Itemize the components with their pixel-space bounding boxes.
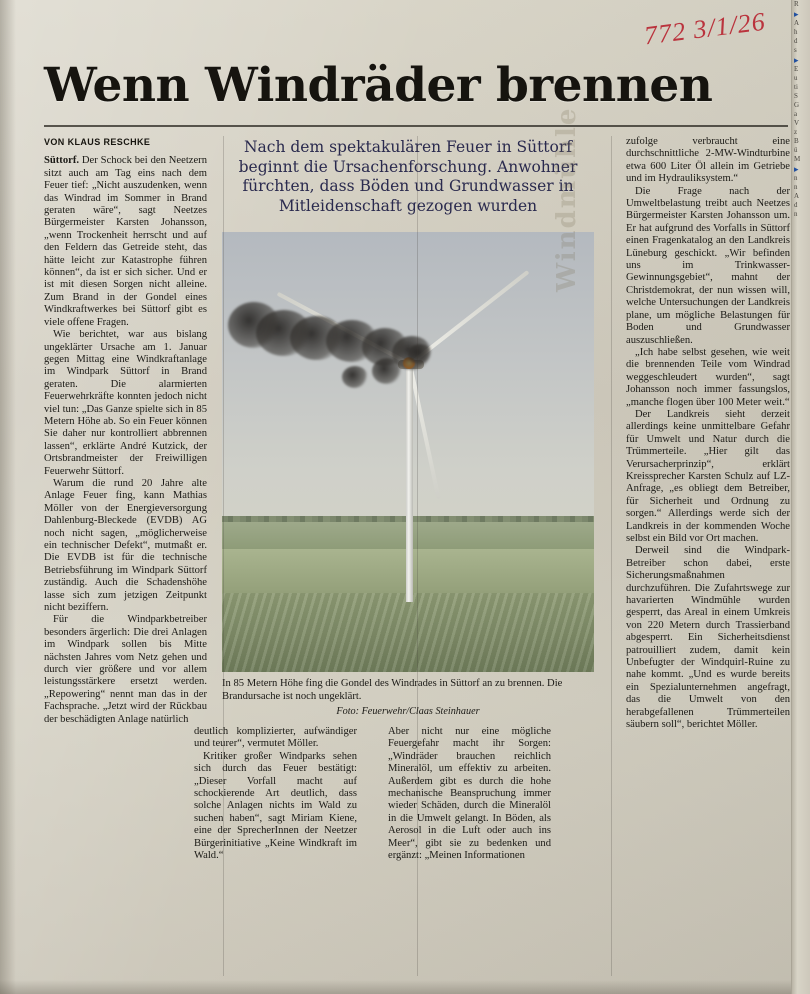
- paragraph: Aber nicht nur eine mögliche Feuergefahr macht ihr Sorgen: „Windräder brauchen reichlich Mineralöl, um effektiv zu arbeiten. Außerdem gibt es durch die hohe mechanische Beanspruchung immer wieder Schäden, durch die Mineralöl in die Umwelt gelangt. In Böden, als Aerosol in die Luft oder auch ins Meer“, gibt sie zu bedenken und ergänzt: „Meinen Informationen: [388, 726, 551, 862]
- standfirst: Nach dem spektakulären Feuer in Süttorf beginnt die Ursachenforschung. Anwohner fürchten, dass Böden und Grundwasser in Mitleidenschaft gezogen wurden: [238, 138, 578, 215]
- sliver-line: d: [794, 37, 798, 45]
- column-1: [44, 136, 207, 726]
- paragraph: Wie berichtet, war aus bislang ungeklärter Ursache am 1. Januar gegen Mittag eine Windkraftanlage im Windpark Süttorf in Brand geraten. Die alarmierten Feuerwehrkräfte konnten jedoch nicht viel tun: „Das Ganze spielte sich in 85 Metern Höhe ab. So ein Feuer können Sie daher nur kontrolliert abbrennen lassen“, erklärte André Kutzick, der Ortsbrandmeister der Freiwilligen Feuerwehr Süttorf.: [44, 329, 207, 477]
- paragraph: Derweil sind die Windpark-Betreiber schon dabei, erste Sicherungsmaßnahmen durchzuführen. Die Zufahrtswege zur havarierten Windmühle wurden gesperrt, das Areal in einem Umkreis von 220 Metern durch Trassierband abgesperrt. Ein Sicherheitsdienst patrouilliert zudem, damit kein Unbefugter der Windquirl-Ruine zu nahe kommt. „Und es wurde bereits ein Spezialunternehmen angefragt, das die Umwelt von den herabgefallenen Trümmerteilen säubern soll“, berichtet Möller.: [626, 545, 790, 731]
- bullet-icon: ▸: [794, 55, 799, 65]
- paragraph: Süttorf. Der Schock bei den Neetzern sitzt auch am Tag eins nach dem Feuer tief: „Nicht auszudenken, wenn das Windrad im Sommer in Brand geraten wäre“, sagt Neetzes Bürgermeister Karsten Johansson, „wenn Trockenheit herrscht und auf den Feldern das Getreide steht, das hätte leicht zur Katastrophe führen können“, da ist er sich sicher. Und er ist mit diesen Sorgen nicht alleine. Zum Brand in der Gondel eines Windkraftwerkes bei Süttorf gibt es viele offene Fragen.: [44, 155, 207, 328]
- sliver-line: ü: [794, 146, 798, 154]
- sliver-line: B: [794, 137, 799, 145]
- sliver-line: E: [794, 65, 799, 73]
- photo-caption: In 85 Metern Höhe fing die Gondel des Windrades in Süttorf an zu brennen. Die Brandursache ist noch ungeklärt.: [222, 678, 563, 702]
- photo-credit: Foto: Feuerwehr/Claas Steinhauer: [336, 706, 480, 717]
- column-2-bottom: [194, 726, 357, 862]
- sliver-line: h: [794, 28, 798, 36]
- facing-page-sliver: [791, 0, 810, 994]
- sliver-line: z: [794, 128, 798, 136]
- divider-top: [44, 125, 788, 127]
- paragraph: zufolge verbraucht eine durchschnittliche 2-MW-Windturbine etwa 600 Liter Öl allein im Getriebe und im Hydrauliksystem.“: [626, 136, 790, 185]
- sliver-line: n: [794, 174, 798, 182]
- sliver-line: d: [794, 201, 798, 209]
- paragraph: Kritiker großer Windparks sehen sich durch das Feuer bestätigt: „Dieser Vorfall macht auf schockierende Art deutlich, dass solche Anlagen nichts im Wald zu suchen haben“, sagt Miriam Kiene, eine der SprecherInnen der Neetzer Bürgerinitiative „Keine Windkraft im Wald.“: [194, 750, 357, 862]
- sliver-line: A: [794, 19, 800, 27]
- page-bottom-shadow: [0, 980, 810, 994]
- bullet-icon: ▸: [794, 164, 799, 174]
- sliver-line: ti: [794, 83, 798, 91]
- bullet-icon: ▸: [794, 9, 799, 19]
- sliver-line: a: [794, 110, 798, 118]
- paragraph: deutlich komplizierter, aufwändiger und teurer“, vermutet Möller.: [194, 726, 357, 750]
- sliver-line: n: [794, 183, 798, 191]
- page-title: Wenn Windräder brennen: [44, 58, 713, 113]
- sliver-line: n: [794, 210, 798, 218]
- paragraph: Die Frage nach der Umweltbelastung treibt auch Neetzes Bürgermeister Karsten Johansson um. Er hat aufgrund des Vorfalls in Süttorf einen Fragenkatalog an den Landkreis Lüneburg geschickt. „Wir befinden uns im Trinkwasser-Gewinnungsgebiet“, mahnt der Christdemokrat, der nun wissen will, welche Untersuchungen der Landkreis plane, um mögliche Belastungen für Boden und Grundwasser auszuschließen.: [626, 185, 790, 346]
- sliver-line: M: [794, 155, 801, 163]
- page-fold-shadow: [0, 0, 16, 994]
- sliver-line: V: [794, 119, 800, 127]
- sliver-line: A: [794, 192, 800, 200]
- byline: VON KLAUS RESCHKE: [44, 137, 151, 147]
- sliver-line: R: [794, 0, 799, 8]
- sliver-line: S: [794, 92, 798, 100]
- sliver-line: s: [794, 46, 797, 54]
- archive-handwritten-mark: 772 3/1/26: [642, 6, 768, 51]
- paragraph: Warum die rund 20 Jahre alte Anlage Feuer fing, kann Mathias Möller von der Energieversorgung Dahlenburg-Bleckede (EVDB) AG noch nicht sagen, „möglicherweise ein technischer Defekt“, mutmaßt er. Die EVDB ist für die technische Betriebsführung im Windpark Süttorf zuständig. Auch die Schadenshöhe lasse sich zum jetzigen Zeitpunkt nicht beziffern.: [44, 477, 207, 614]
- sliver-line: G: [794, 101, 800, 109]
- paragraph: Der Landkreis sieht derzeit allerdings keine unmittelbare Gefahr für Umwelt und Natur durch die Trümmerteile. „Hier gilt das Verursacherprinzip“, erklärt Kreissprecher Karsten Schulz auf LZ-Anfrage, „es obliegt dem Betreiber, für Sicherheit und Ordnung zu sorgen.“ Allerdings werde sich der Landkreis in der kommenden Woche selbst ein Bild vor Ort machen.: [626, 408, 790, 544]
- sliver-line: u: [794, 74, 798, 82]
- ghost-bleed-text: Windmühle: [552, 106, 582, 292]
- column-4: [626, 136, 790, 732]
- column-rule: [611, 136, 612, 976]
- paragraph: Für die Windparkbetreiber besonders ärgerlich: Die drei Anlagen im Windpark sollen bis Mitte nächsten Jahres vom Netz gehen und durch vier größere und vor allem leistungsstärkere ersetzt werden. „Repowering“ nennt man das in der Fachsprache. „Jetzt wird der Rückbau der beschädigten Anlage natürlich: [44, 614, 207, 725]
- column-3-bottom: [388, 726, 551, 862]
- paragraph: „Ich habe selbst gesehen, wie weit die brennenden Teile vom Windrad weggeschleudert wurden“, sagt Johansson noch immer fassungslos, „manche flogen über 100 Meter weit.“: [626, 346, 790, 408]
